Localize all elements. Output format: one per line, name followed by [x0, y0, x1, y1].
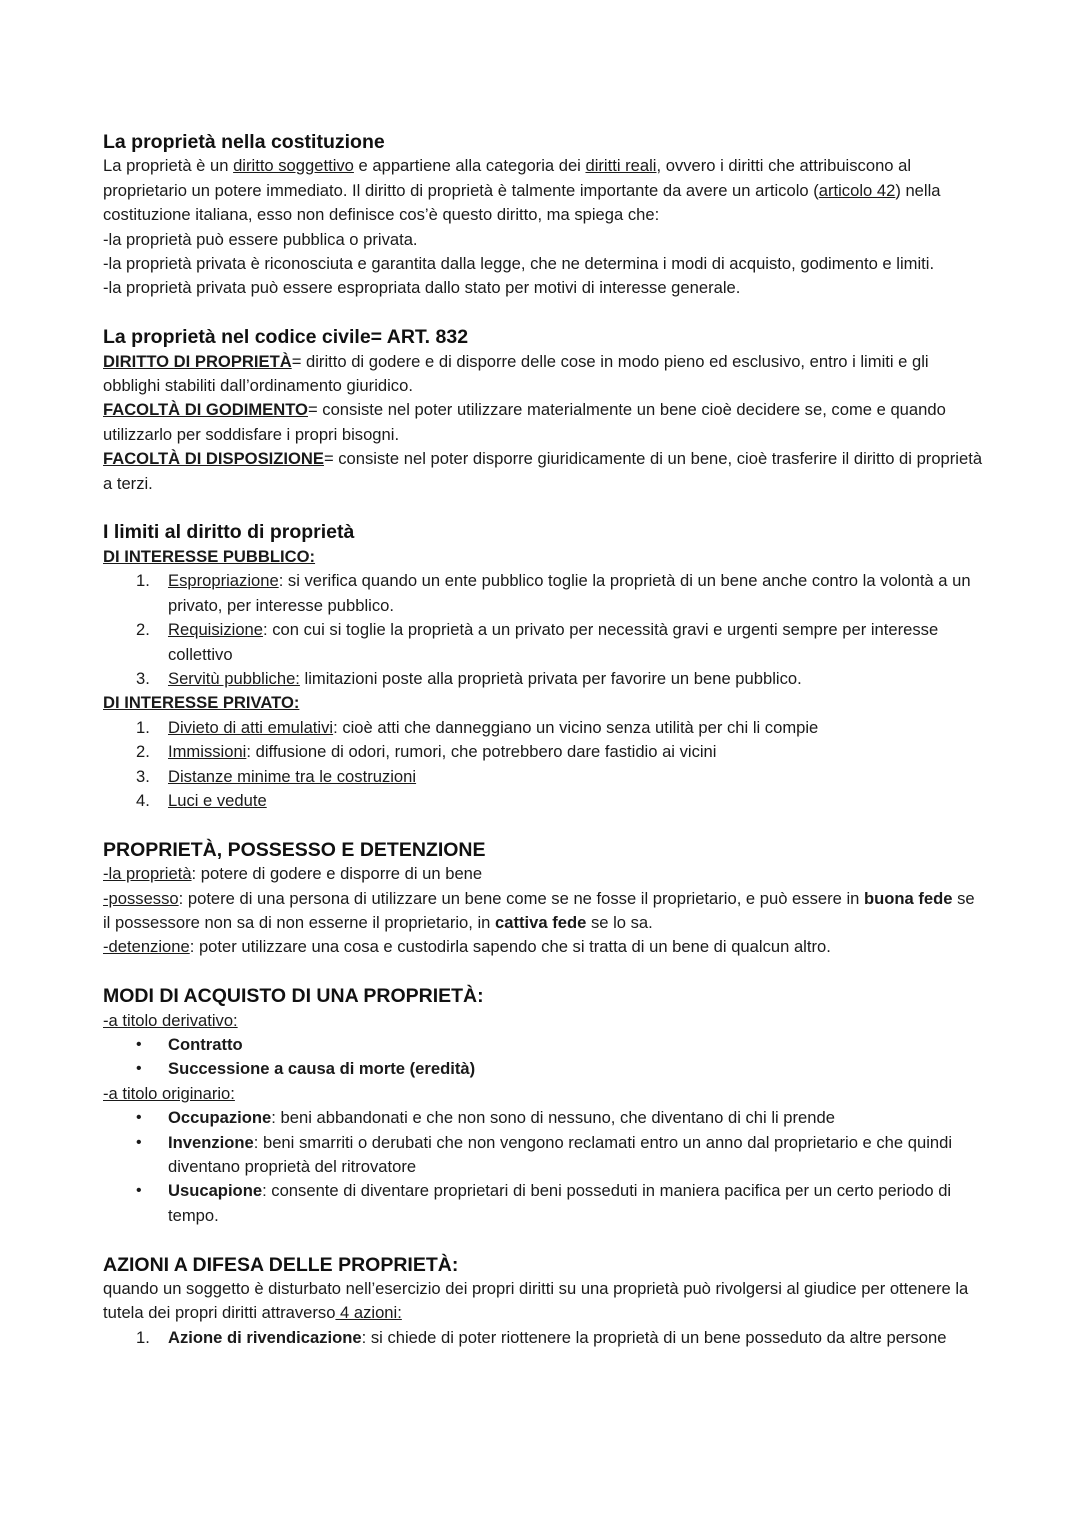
section-costituzione [103, 130, 983, 301]
definition: -detenzione: poter utilizzare una cosa e custodirla sapendo che si tratta di un bene di qualcun altro. [103, 937, 831, 957]
definition: DIRITTO DI PROPRIETÀ= diritto di godere e di disporre delle cose in modo pieno ed esclusivo, entro i limiti e gli obblighi stabiliti dall’ordinamento giuridico. [103, 351, 929, 396]
line-item: -la proprietà può essere pubblica o privata. [103, 229, 418, 249]
definition: -la proprietà: potere di godere e disporre di un bene [103, 864, 483, 884]
section-title: PROPRIETÀ, POSSESSO E DETENZIONE [103, 838, 486, 861]
list-item: • Usucapione: consente di diventare proprietari di beni posseduti in maniera pacifica per un certo periodo di tempo. [136, 1181, 952, 1225]
section-modi-acquisto [103, 984, 983, 1228]
section-possesso [103, 838, 983, 960]
bullet-icon: • [136, 1060, 142, 1078]
section-title: La proprietà nel codice civile= ART. 832 [103, 326, 469, 349]
subheading: DI INTERESSE PRIVATO: [103, 693, 300, 713]
list-item: • Successione a causa di morte (eredità) [103, 1057, 983, 1081]
subheading: DI INTERESSE PUBBLICO: [103, 546, 316, 566]
list-item: 4. Luci e vedute [136, 790, 267, 810]
paragraph: quando un soggetto è disturbato nell’esercizio dei propri diritti su una proprietà può rivolgersi al giudice per ottenere la tutela dei propri diritti attraverso 4 azioni: [103, 1279, 969, 1323]
numbered-list [103, 569, 983, 691]
line-item: -la proprietà privata è riconosciuta e garantita dalla legge, che ne determina i modi di acquisto, godimento e limiti. [103, 254, 935, 274]
list-item: • Invenzione: beni smarriti o derubati che non vengono reclamati entro un anno dal proprietario e che quindi diventano proprietà del ritrovatore [136, 1132, 953, 1176]
section-codice-civile [103, 325, 983, 496]
list-item: • Occupazione: beni abbandonati e che non sono di nessuno, che diventano di chi li prende [103, 1106, 983, 1130]
section-azioni [103, 1253, 983, 1351]
list-item: 3. Servitù pubbliche: limitazioni poste alla proprietà privata per favorire un bene pubblico. [136, 668, 802, 688]
bullet-list [103, 1106, 983, 1228]
paragraph: La proprietà è un diritto soggettivo e appartiene alla categoria dei diritti reali, ovvero i diritti che attribuiscono al proprietario un potere immediato. Il diritto di proprietà è talmente importante da avere un articolo (articolo 42) nella costituzione italiana, esso non definisce cos’è questo diritto, ma spiega che: [103, 156, 941, 225]
line-item: -la proprietà privata può essere espropriata dallo stato per motivi di interesse generale. [103, 278, 741, 298]
list-item: 1. Espropriazione: si verifica quando un ente pubblico toglie la proprietà di un bene anche contro la volontà a un privato, per interesse pubblico. [136, 571, 971, 615]
section-limiti [103, 520, 983, 813]
bullet-icon: • [136, 1109, 142, 1127]
list-item: 2. Requisizione: con cui si toglie la proprietà a un privato per necessità gravi e urgenti sempre per interesse collettivo [136, 620, 939, 664]
section-title: I limiti al diritto di proprietà [103, 521, 355, 544]
list-item: 1. Divieto di atti emulativi: cioè atti che danneggiano un vicino senza utilità per chi li compie [136, 717, 819, 737]
list-item: 2. Immissioni: diffusione di odori, rumori, che potrebbero dare fastidio ai vicini [136, 742, 717, 762]
list-item: 3. Distanze minime tra le costruzioni [136, 766, 417, 786]
definition: FACOLTÀ DI DISPOSIZIONE= consiste nel poter disporre giuridicamente di un bene, cioè trasferire il diritto di proprietà a terzi. [103, 449, 983, 493]
numbered-list [103, 716, 983, 814]
numbered-list [103, 1326, 983, 1350]
list-item: • Contratto [103, 1033, 983, 1057]
section-title: La proprietà nella costituzione [103, 131, 385, 153]
bullet-icon: • [136, 1182, 142, 1200]
definition: -possesso: potere di una persona di utilizzare un bene come se ne fosse il proprietario, e può essere in buona fede se il possessore non sa di non esserne il proprietario, in cattiva fede se lo sa. [103, 888, 975, 932]
subheading: -a titolo derivativo: [103, 1010, 238, 1030]
document-page [103, 130, 983, 1350]
section-title: MODI DI ACQUISTO DI UNA PROPRIETÀ: [103, 985, 484, 1008]
subheading: -a titolo originario: [103, 1083, 235, 1103]
bullet-list [103, 1033, 983, 1082]
definition: FACOLTÀ DI GODIMENTO= consiste nel poter utilizzare materialmente un bene cioè decidere se, come e quando utilizzarlo per soddisfare i propri bisogni. [103, 400, 946, 444]
section-title: AZIONI A DIFESA DELLE PROPRIETÀ: [103, 1253, 459, 1276]
list-item: 1. Azione di rivendicazione: si chiede di poter riottenere la proprietà di un bene posseduto da altre persone [136, 1327, 947, 1347]
bullet-icon: • [136, 1133, 142, 1151]
bullet-icon: • [136, 1035, 142, 1053]
